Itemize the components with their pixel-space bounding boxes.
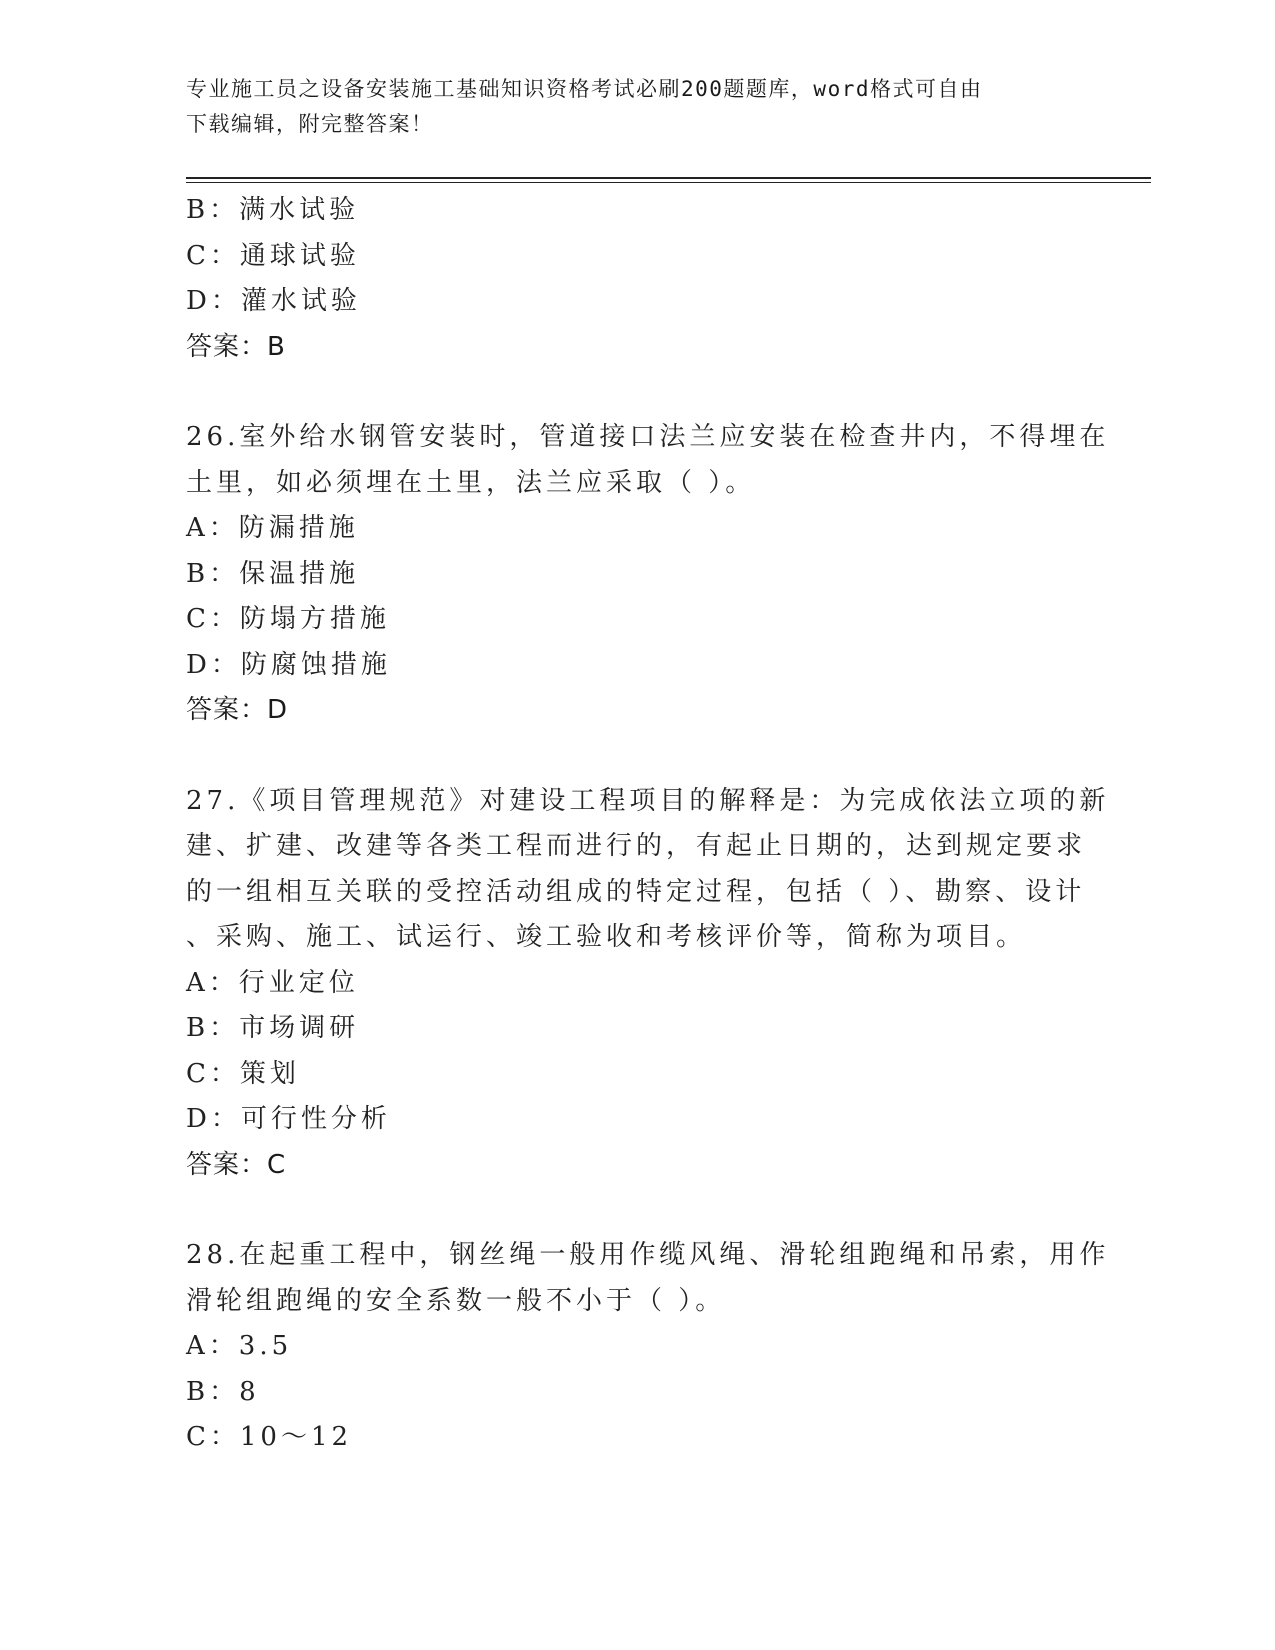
question-text-line: 、采购、施工、试运行、竣工验收和考核评价等，简称为项目。 xyxy=(186,922,1027,952)
question-text-line: 26.室外给水钢管安装时，管道接口法兰应安装在检查井内，不得埋在 xyxy=(186,422,1110,452)
question-25-continued xyxy=(186,188,1086,370)
option-a: A：3.5 xyxy=(186,1331,293,1361)
question-28 xyxy=(186,1233,1110,1461)
option-c: C：策划 xyxy=(186,1058,300,1089)
option-d: D：可行性分析 xyxy=(186,1104,391,1134)
option-a: A：行业定位 xyxy=(186,967,359,998)
answer: 答案：D xyxy=(186,695,289,725)
spacer xyxy=(186,370,1086,415)
answer: 答案：C xyxy=(186,1149,287,1180)
document-header xyxy=(186,72,1086,142)
question-text-line: 土里，如必须埋在土里，法兰应采取（ ）。 xyxy=(186,467,756,498)
option-b: B：市场调研 xyxy=(186,1013,360,1043)
option-c: C：防塌方措施 xyxy=(186,604,390,634)
option-a: A：防漏措施 xyxy=(186,513,359,543)
option-b: B：满水试验 xyxy=(186,195,360,225)
answer: 答案：B xyxy=(186,331,286,362)
option-d: D：灌水试验 xyxy=(186,286,361,316)
question-26 xyxy=(186,415,1110,734)
question-content xyxy=(186,188,1110,1461)
header-line-2: 下载编辑，附完整答案！ xyxy=(186,112,434,136)
spacer xyxy=(186,1188,1086,1233)
option-c: C：通球试验 xyxy=(186,240,360,271)
header-rule-thick xyxy=(186,177,1151,179)
header-rule-thin xyxy=(186,182,1151,183)
question-27 xyxy=(186,779,1110,1189)
option-b: B：8 xyxy=(186,1376,260,1407)
question-text-line: 28.在起重工程中，钢丝绳一般用作缆风绳、滑轮组跑绳和吊索，用作 xyxy=(186,1240,1110,1270)
option-d: D：防腐蚀措施 xyxy=(186,649,391,680)
option-c: C：10～12 xyxy=(186,1422,353,1452)
spacer xyxy=(186,734,1086,779)
question-text-line: 滑轮组跑绳的安全系数一般不小于（ ）。 xyxy=(186,1285,726,1316)
question-text-line: 27.《项目管理规范》对建设工程项目的解释是：为完成依法立项的新 xyxy=(186,785,1110,816)
option-b: B：保温措施 xyxy=(186,558,360,589)
question-text-line: 的一组相互关联的受控活动组成的特定过程，包括（ ）、勘察、设计 xyxy=(186,876,1086,907)
question-text-line: 建、扩建、改建等各类工程而进行的，有起止日期的，达到规定要求 xyxy=(186,831,1087,861)
header-line-1: 专业施工员之设备安装施工基础知识资格考试必刷200题题库，word格式可自由 xyxy=(186,77,983,101)
